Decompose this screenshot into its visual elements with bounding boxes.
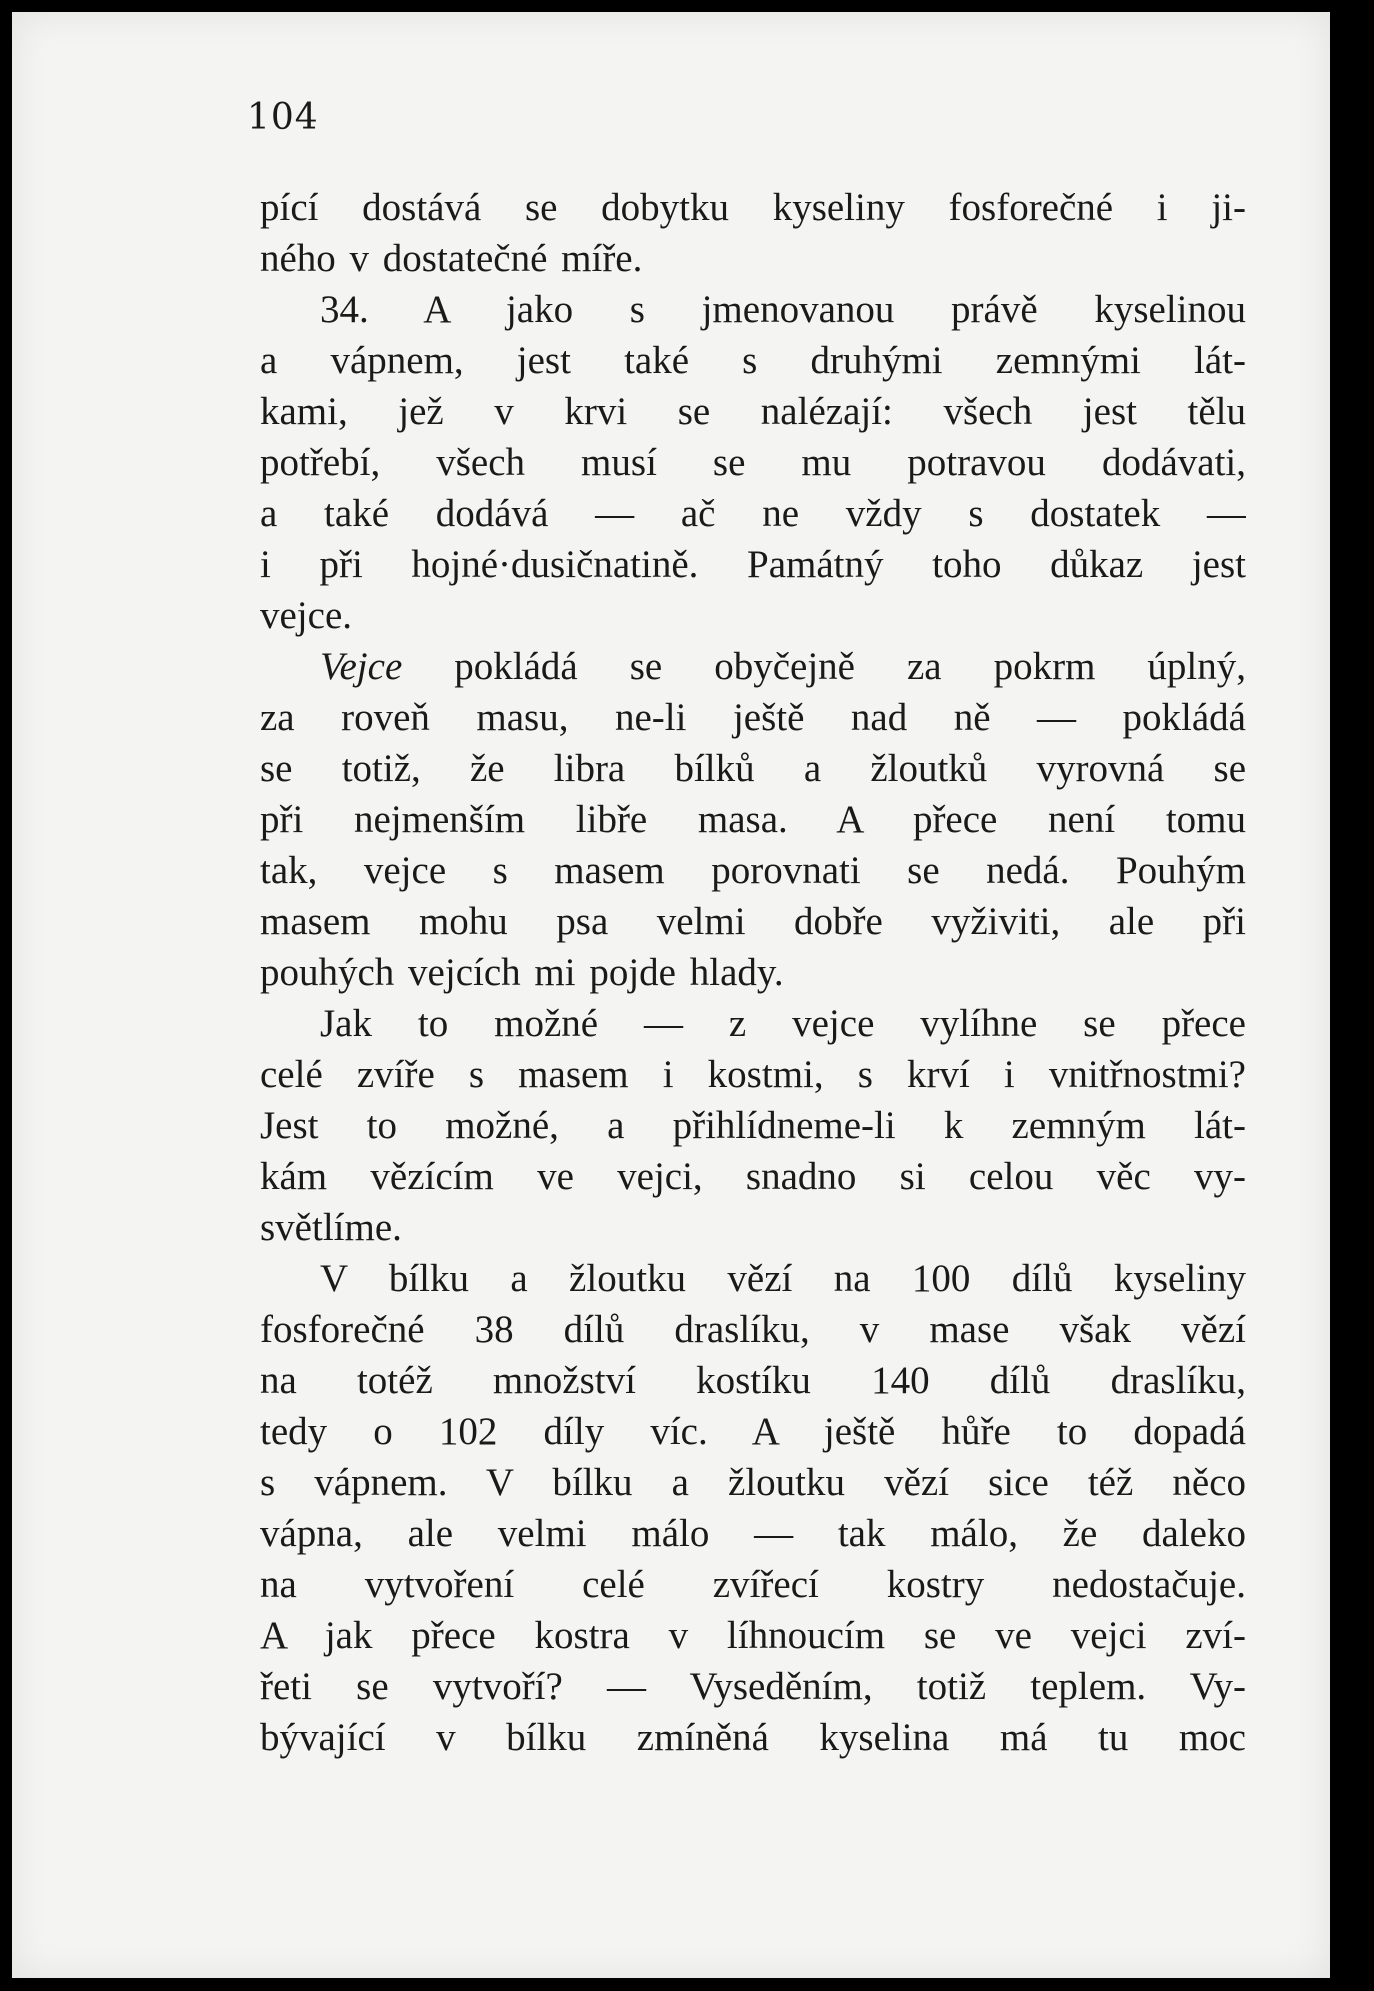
text-line: na totéž množství kostíku 140 dílů draslíku, [260, 1359, 1246, 1402]
body-text [260, 182, 1246, 1763]
text-line: fosforečné 38 dílů draslíku, v mase však vězí [260, 1308, 1246, 1351]
text-line: tedy o 102 díly víc. A ještě hůře to dopadá [260, 1410, 1246, 1453]
text-line: Jest to možné, a přihlídneme-li k zemným lát- [260, 1104, 1246, 1147]
text-line: ného v dostatečné míře. [260, 237, 643, 280]
text-line [260, 641, 1246, 692]
text-line-rest: pokládá se obyčejně za pokrm úplný, [402, 645, 1246, 688]
text-line: na vytvoření celé zvířecí kostry nedostačuje. [260, 1563, 1246, 1606]
italic-word: Vejce [320, 645, 403, 688]
text-line: tak, vejce s masem porovnati se nedá. Pouhým [260, 849, 1246, 892]
text-line: a vápnem, jest také s druhými zemnými lát- [260, 339, 1246, 382]
text-line: světlíme. [260, 1206, 402, 1249]
text-line: vejce. [260, 594, 353, 637]
text-line: s vápnem. V bílku a žloutku vězí sice též něco [260, 1461, 1246, 1504]
book-page [12, 12, 1330, 1978]
text-line: masem mohu psa velmi dobře vyživiti, ale při [260, 900, 1246, 943]
text-line: se totiž, že libra bílků a žloutků vyrovná se [260, 747, 1246, 790]
text-line: potřebí, všech musí se mu potravou dodávati, [260, 441, 1246, 484]
text-line: celé zvíře s masem i kostmi, s krví i vnitřnostmi? [260, 1053, 1246, 1096]
text-line: kám vězícím ve vejci, snadno si celou věc vy- [260, 1155, 1246, 1198]
page-number: 104 [247, 97, 319, 138]
text-line: vápna, ale velmi málo — tak málo, že daleko [260, 1512, 1246, 1555]
text-line: a také dodává — ač ne vždy s dostatek — [260, 492, 1246, 535]
text-line: 34. A jako s jmenovanou právě kyselinou [320, 288, 1246, 331]
text-line: pící dostává se dobytku kyseliny fosforečné i ji- [260, 186, 1246, 229]
text-line: bývající v bílku zmíněná kyselina má tu moc [260, 1716, 1246, 1759]
text-line: řeti se vytvoří? — Vyseděním, totiž teplem. Vy- [260, 1665, 1246, 1708]
text-line: i při hojné·dusičnatině. Památný toho důkaz jest [260, 543, 1246, 586]
scan-border [1330, 0, 1374, 1991]
text-line: V bílku a žloutku vězí na 100 dílů kyseliny [320, 1257, 1246, 1300]
text-line: za roveň masu, ne-li ještě nad ně — pokládá [260, 696, 1246, 739]
text-line: pouhých vejcích mi pojde hlady. [260, 951, 784, 994]
text-line: kami, jež v krvi se nalézají: všech jest tělu [260, 390, 1246, 433]
text-line: Jak to možné — z vejce vylíhne se přece [320, 1002, 1246, 1045]
text-line: A jak přece kostra v líhnoucím se ve vejci zví- [260, 1614, 1246, 1657]
text-line: při nejmenším libře masa. A přece není tomu [260, 798, 1246, 841]
